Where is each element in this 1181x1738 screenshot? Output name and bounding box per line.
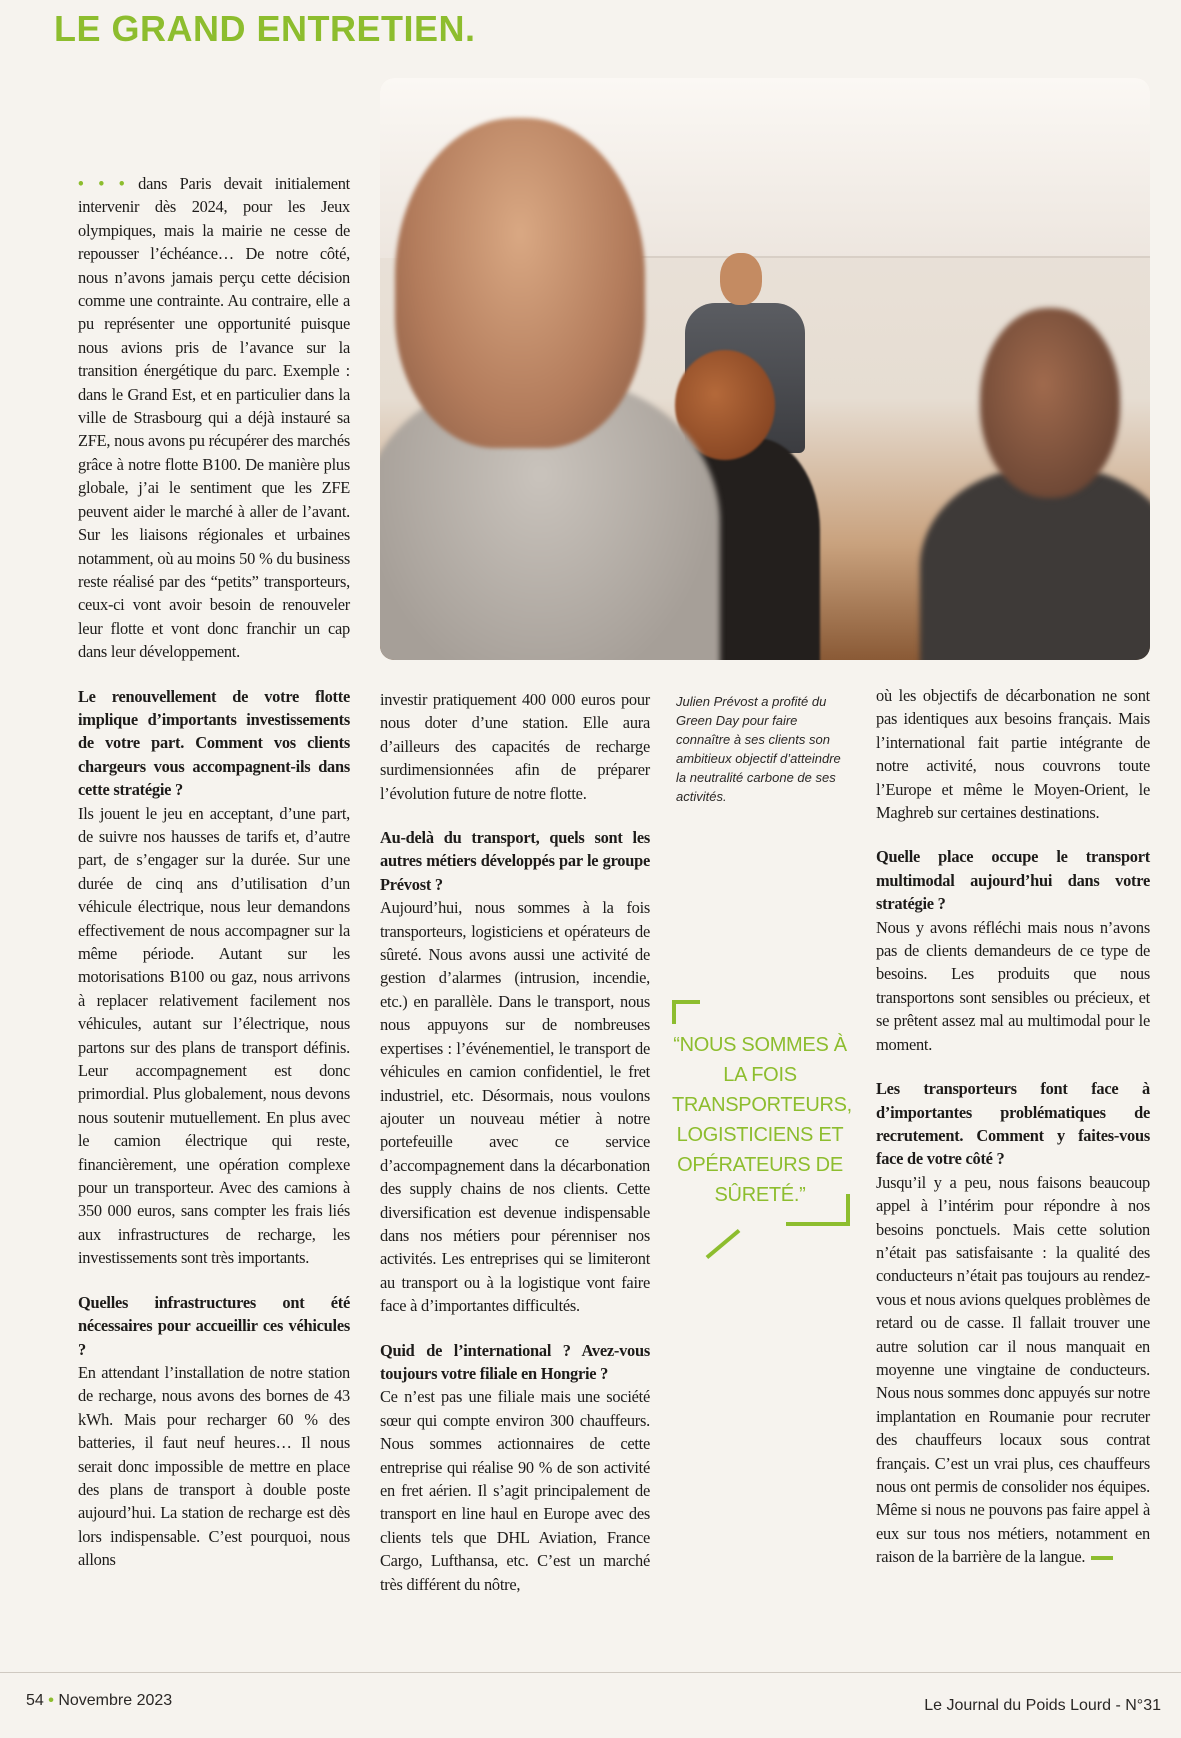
intro-paragraph: • • • dans Paris devait initialement intervenir dès 2024, pour les Jeux olympiques, mais la mairie ne cesse de repousser l’échéance… De notre côté, nous n’avons jamais perçu cette décision comme une contrainte. Au contraire, elle a pu représenter une opportunité puisque nous avions pris de l’avance sur la transition énergétique du parc. Exemple : dans le Grand Est, et en particulier dans la ville de Strasbourg qui a déjà instauré sa ZFE, nous avons pu récupérer des marchés grâce à notre flotte B100. De manière plus globale, j’ai le sentiment que les ZFE peuvent aider le marché à aller de l’avant. Sur les liaisons régionales et urbaines notamment, où au moins 50 % du business reste réalisé par des “petits” transporteurs, ceux-ci vont avoir besoin de renouveler leur flotte et vont donc franchir un cap dans leur développement. bbox=[78, 174, 350, 662]
answer-paragraph: Ils jouent le jeu en acceptant, d’une part, de suivre nos hausses de tarifs et, d’autre part, de s’engager sur la durée. Sur une durée de cinq ans d’utilisation d’un véhicule électrique, nous leur demandons effectivement de nous accompagner sur la même période. Autant sur les motorisations B100 ou gaz, nous arrivons à replacer relativement facilement nos véhicules, autant sur l’électrique, nous partons sur des plans de transport définis. Leur accompagnement est donc primordial. Plus globalement, nous devons nous soutenir mutuellement. En plus avec le camion électrique qui reste, financièrement, une opération complexe pour un transporteur. Avec des camions à 350 000 euros, sans compter les frais liés aux infrastructures de recharge, les investissements sont très importants. bbox=[78, 803, 350, 1268]
answer-paragraph: Aujourd’hui, nous sommes à la fois transporteurs, logisticiens et opérateurs de sûreté. Nous avons aussi une activité de gestion d’alarmes (intrusion, incendie, etc.) en parallèle. Dans le transport, nous nous appuyons sur de nombreuses expertises : l’événementiel, le transport de véhicules en camion confidentiel, le fret industriel, etc. Désormais, nous voulons ajouter un nouveau métier à notre portefeuille avec ce service d’accompagnement dans la décarbonation des supply chains de nos clients. Cette diversification est devenue indispensable dans nos métiers pour pérenniser nos activités. Les entreprises qui se limiteront au transport ou à la logistique vont faire face à d’importantes difficultés. bbox=[380, 898, 650, 1316]
question-heading: Le renouvellement de votre flotte implique d’importants investissements de votre part. Comment vos clients chargeurs vous accompagnent-ils dans cette stratégie ? bbox=[78, 686, 350, 800]
continuation-dots: • • • bbox=[78, 174, 126, 193]
quote-bracket-icon bbox=[672, 1000, 700, 1024]
answer-paragraph: Ce n’est pas une filiale mais une société sœur qui compte environ 300 chauffeurs. Nous sommes actionnaires de cette entreprise qui réalise 90 % de son activité en fret aérien. Il s’agit principalement de transport en line haul en Europe avec des clients tels que DHL Aviation, France Cargo, Lufthansa, etc. C’est un marché très différent du nôtre, bbox=[380, 1387, 650, 1594]
publication-name: Le Journal du Poids Lourd - N°31 bbox=[924, 1697, 1161, 1714]
pull-quote bbox=[672, 1000, 852, 1262]
continued-paragraph: investir pratiquement 400 000 euros pour nous doter d’une station. Elle aura d’ailleurs des capacités de recharge surdimensionnées afin de préparer l’évolution future de notre flotte. bbox=[380, 690, 650, 803]
answer-paragraph: En attendant l’installation de notre station de recharge, nous avons des bornes de 43 kWh. Mais pour recharger 60 % des batteries, il faut neuf heures… Il nous serait donc impossible de mettre en place des plans de transport à double poste aujourd’hui. La station de recharge est dès lors indispensable. C’est pourquoi, nous allons bbox=[78, 1362, 350, 1570]
answer-paragraph: Jusqu’il y a peu, nous faisons beaucoup appel à l’intérim pour répondre à nos besoins ponctuels. Mais cette solution n’était pas satisfaisante : la qualité des conducteurs n’était pas toujours au rendez-vous et nous avions quelques problèmes de retard ou de casse. Il fallait trouver une autre solution car il nous manquait en moyenne une vingtaine de conducteurs. Nous nous sommes donc appuyés sur notre implantation en Roumanie pour recruter des chauffeurs locaux sous contrat français. C’est un vrai plus, ces chauffeurs nous ont permis de consolider nos équipes. Même si nous ne pouvons pas faire appel à eux sur tous nos métiers, notamment en raison de la barrière de la langue. bbox=[876, 1172, 1150, 1567]
photo-caption: Julien Prévost a profité du Green Day pour faire connaître à ses clients son ambitieux objectif d’atteindre la neutralité carbone de ses activités. bbox=[676, 694, 841, 804]
continued-paragraph: où les objectifs de décarbonation ne sont pas identiques aux besoins français. Mais l’international fait partie intégrante de notre activité, nous couvrons toute l’Europe et même le Moyen-Orient, le Maghreb sur certaines destinations. bbox=[876, 686, 1150, 823]
article-column-4 bbox=[876, 684, 1150, 1569]
question-heading: Quelle place occupe le transport multimodal aujourd’hui dans votre stratégie ? bbox=[876, 847, 1150, 914]
article-column-1 bbox=[78, 172, 350, 1572]
issue-date: Novembre 2023 bbox=[58, 1692, 173, 1709]
article-end-mark bbox=[1091, 1556, 1113, 1560]
question-heading: Quelles infrastructures ont été nécessaires pour accueillir ces véhicules ? bbox=[78, 1292, 350, 1359]
question-heading: Quid de l’international ? Avez-vous toujours votre filiale en Hongrie ? bbox=[380, 1340, 650, 1383]
article-column-2 bbox=[380, 688, 650, 1596]
section-title: LE GRAND ENTRETIEN. bbox=[54, 8, 476, 49]
question-heading: Les transporteurs font face à d’importantes problématiques de recrutement. Comment y faites-vous face de votre côté ? bbox=[876, 1079, 1150, 1169]
speaker-head bbox=[720, 253, 762, 305]
answer-paragraph: Nous y avons réfléchi mais nous n’avons pas de clients demandeurs de ce type de besoins. Les produits que nous transportons sont sensibles ou précieux, et se prêtent assez mal au multimodal pour le moment. bbox=[876, 917, 1150, 1054]
page-number: 54 bbox=[26, 1692, 44, 1709]
question-heading: Au-delà du transport, quels sont les autres métiers développés par le groupe Prévost ? bbox=[380, 828, 650, 894]
event-photo bbox=[380, 78, 1150, 660]
audience-head-foreground bbox=[395, 118, 645, 448]
footer-page-info: 54 • Novembre 2023 bbox=[26, 1692, 173, 1709]
quote-bracket-icon bbox=[786, 1194, 850, 1226]
pull-quote-text: “NOUS SOMMES À LA FOIS TRANSPORTEURS, LOGISTICIENS ET OPÉRATEURS DE SÛRETÉ.” bbox=[672, 1034, 852, 1206]
